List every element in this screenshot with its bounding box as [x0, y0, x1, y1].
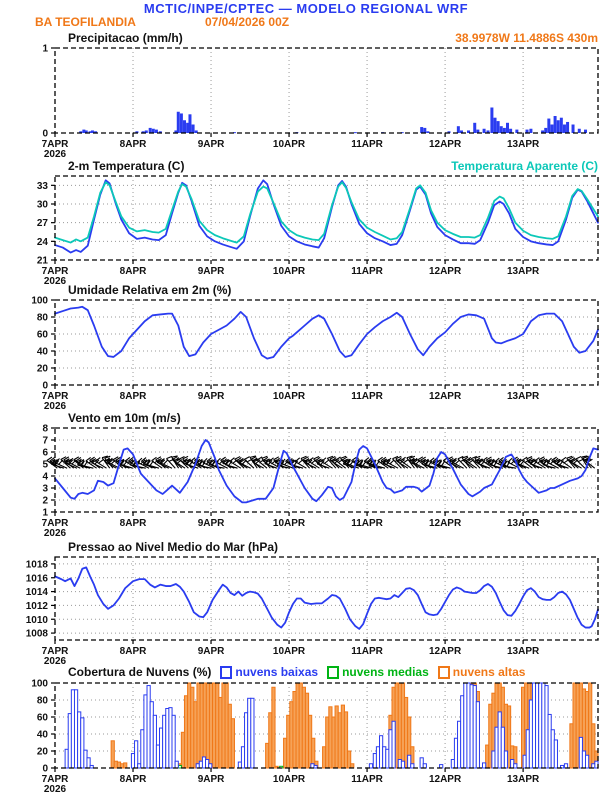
mid-clouds-label: nuvens medias: [342, 665, 429, 679]
temperature-title: 2-m Temperatura (C): [68, 159, 185, 173]
wind-panel: [42, 424, 598, 540]
svg-text:8APR: 8APR: [119, 266, 147, 277]
svg-text:10APR: 10APR: [272, 518, 306, 529]
svg-text:24: 24: [36, 236, 48, 248]
svg-text:2026: 2026: [43, 784, 67, 792]
svg-text:8APR: 8APR: [119, 774, 147, 785]
svg-text:21: 21: [36, 255, 48, 267]
humidity-panel: [31, 296, 598, 413]
svg-text:40: 40: [36, 729, 48, 741]
svg-text:11APR: 11APR: [351, 391, 383, 402]
svg-text:80: 80: [36, 695, 48, 707]
svg-text:8APR: 8APR: [119, 139, 147, 150]
svg-text:9APR: 9APR: [197, 391, 225, 402]
svg-text:13APR: 13APR: [506, 518, 540, 529]
svg-text:0: 0: [42, 128, 48, 140]
svg-text:20: 20: [36, 363, 48, 375]
precipitation-title: Precipitacao (mm/h): [68, 31, 183, 45]
svg-text:13APR: 13APR: [506, 139, 540, 150]
svg-text:1014: 1014: [25, 587, 48, 599]
svg-text:60: 60: [36, 712, 48, 724]
svg-text:7APR: 7APR: [41, 266, 69, 277]
svg-text:7APR: 7APR: [41, 518, 69, 529]
svg-text:7APR: 7APR: [41, 139, 69, 150]
svg-text:7APR: 7APR: [41, 391, 69, 402]
svg-text:7APR: 7APR: [41, 646, 69, 657]
svg-text:2026: 2026: [43, 149, 67, 160]
clouds-panel: [31, 679, 598, 792]
svg-text:10APR: 10APR: [272, 646, 306, 657]
station-name: BA TEOFILANDIA: [35, 15, 136, 29]
svg-text:10APR: 10APR: [272, 266, 306, 277]
svg-text:3: 3: [42, 483, 48, 495]
svg-text:12APR: 12APR: [428, 774, 462, 785]
precipitation-panel: [42, 44, 598, 161]
svg-text:8APR: 8APR: [119, 646, 147, 657]
model-run-datetime: 07/04/2026 00Z: [205, 15, 290, 29]
svg-text:2026: 2026: [43, 528, 67, 539]
svg-text:7: 7: [42, 435, 48, 447]
svg-text:12APR: 12APR: [428, 518, 462, 529]
svg-text:8APR: 8APR: [119, 391, 147, 402]
svg-text:7APR: 7APR: [41, 774, 69, 785]
svg-text:2026: 2026: [43, 276, 67, 287]
svg-text:12APR: 12APR: [428, 139, 462, 150]
svg-text:5: 5: [42, 459, 48, 471]
svg-text:0: 0: [42, 763, 48, 775]
station-coordinates: 38.9978W 11.4886S 430m: [455, 31, 598, 45]
svg-text:12APR: 12APR: [428, 391, 462, 402]
svg-text:8APR: 8APR: [119, 518, 147, 529]
pressure-title: Pressao ao Nivel Medio do Mar (hPa): [68, 540, 279, 554]
svg-text:13APR: 13APR: [506, 391, 540, 402]
svg-text:1018: 1018: [25, 559, 48, 571]
svg-text:2026: 2026: [43, 656, 67, 667]
svg-text:1: 1: [42, 507, 48, 519]
page-title: MCTIC/INPE/CPTEC — MODELO REGIONAL WRF: [143, 1, 469, 16]
svg-text:11APR: 11APR: [351, 266, 383, 277]
svg-text:10APR: 10APR: [272, 139, 306, 150]
svg-text:9APR: 9APR: [197, 139, 225, 150]
high-clouds-label: nuvens altas: [452, 665, 526, 679]
svg-text:11APR: 11APR: [351, 774, 383, 785]
humidity-title: Umidade Relativa em 2m (%): [68, 283, 232, 297]
svg-text:8: 8: [42, 423, 48, 435]
svg-text:13APR: 13APR: [506, 266, 540, 277]
svg-text:1: 1: [42, 43, 48, 55]
svg-text:13APR: 13APR: [506, 646, 540, 657]
svg-text:9APR: 9APR: [197, 646, 225, 657]
svg-text:0: 0: [42, 380, 48, 392]
svg-text:9APR: 9APR: [197, 774, 225, 785]
svg-text:1016: 1016: [25, 573, 48, 585]
svg-text:11APR: 11APR: [351, 646, 383, 657]
svg-text:13APR: 13APR: [506, 774, 540, 785]
svg-text:80: 80: [36, 312, 48, 324]
svg-text:1012: 1012: [25, 600, 48, 612]
svg-text:40: 40: [36, 346, 48, 358]
svg-text:11APR: 11APR: [351, 518, 383, 529]
svg-text:27: 27: [36, 218, 48, 230]
svg-text:4: 4: [42, 471, 48, 483]
svg-text:1008: 1008: [25, 628, 48, 640]
svg-text:2026: 2026: [43, 401, 67, 412]
svg-text:12APR: 12APR: [428, 266, 462, 277]
clouds-title: Cobertura de Nuvens (%): [68, 665, 212, 679]
apparent-temperature-title: Temperatura Aparente (C): [451, 159, 598, 173]
svg-text:2: 2: [42, 495, 48, 507]
svg-text:11APR: 11APR: [351, 139, 383, 150]
wind-title: Vento em 10m (m/s): [68, 411, 181, 425]
svg-text:30: 30: [36, 199, 48, 211]
svg-text:12APR: 12APR: [428, 646, 462, 657]
svg-text:1010: 1010: [25, 614, 48, 626]
svg-text:10APR: 10APR: [272, 391, 306, 402]
svg-text:9APR: 9APR: [197, 518, 225, 529]
svg-text:6: 6: [42, 447, 48, 459]
low-clouds-label: nuvens baixas: [235, 665, 319, 679]
svg-text:100: 100: [31, 678, 48, 690]
svg-text:60: 60: [36, 329, 48, 341]
svg-text:20: 20: [36, 746, 48, 758]
svg-text:33: 33: [36, 180, 48, 192]
svg-text:10APR: 10APR: [272, 774, 306, 785]
pressure-panel: [26, 557, 598, 667]
svg-text:100: 100: [31, 295, 48, 307]
temperature-panel: [37, 176, 598, 287]
svg-text:9APR: 9APR: [197, 266, 225, 277]
